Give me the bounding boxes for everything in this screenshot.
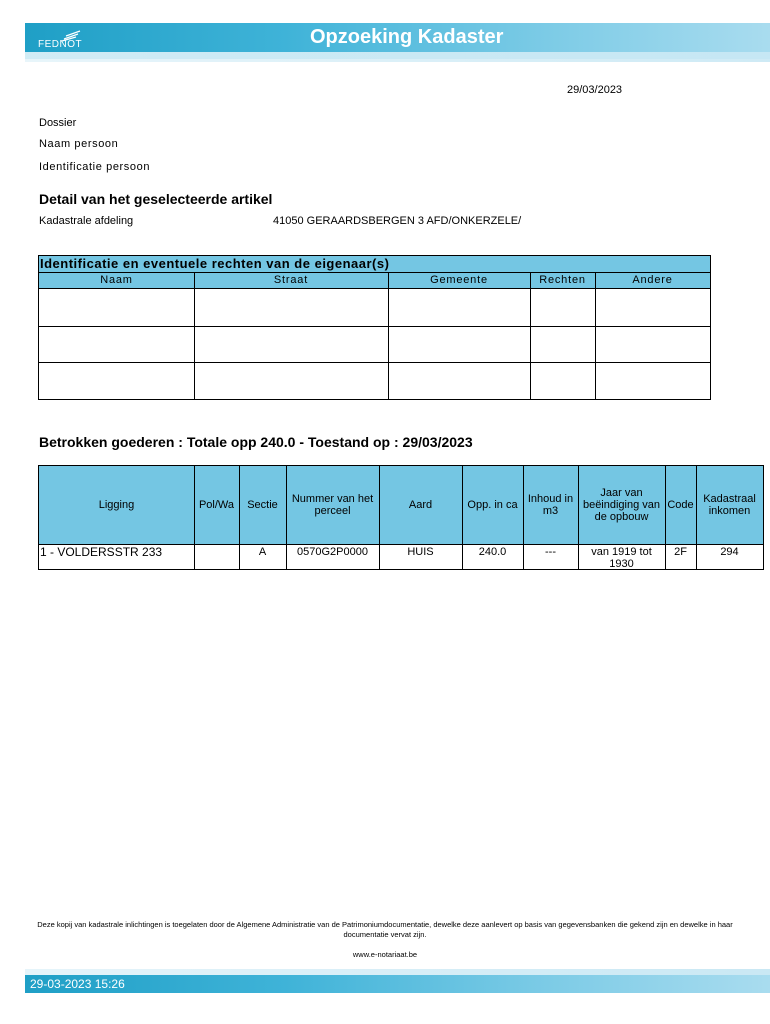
- goods-divider: [578, 465, 579, 570]
- goods-cell-sectie: A: [258, 546, 267, 558]
- owners-divider: [38, 362, 711, 363]
- fednot-logo-text: FEDNOT: [38, 39, 83, 50]
- goods-col-aard: Aard: [408, 499, 433, 511]
- owners-divider: [194, 272, 195, 400]
- goods-divider: [38, 465, 764, 466]
- owners-divider: [38, 326, 711, 327]
- footer-banner: [25, 975, 770, 993]
- footer-disclaimer: Deze kopij van kadastrale inlichtingen is toegelaten door de Algemene Administratie van de Patrimoniumdocumentatie, dewelke deze aanlevert op basis van gegevensbanken die gekend zijn en dewelke in haar documentatie vervat zijn.: [37, 920, 733, 939]
- goods-col-code: Code: [667, 499, 694, 511]
- owners-divider: [530, 272, 531, 400]
- owners-divider: [595, 272, 596, 400]
- goods-divider: [38, 465, 39, 570]
- kadastrale-afdeling-value: 41050 GERAARDSBERGEN 3 AFD/ONKERZELE/: [273, 215, 522, 227]
- goods-divider: [194, 465, 195, 570]
- goods-cell-opp: 240.0: [478, 546, 507, 558]
- owners-divider: [38, 288, 711, 289]
- kadastrale-afdeling-label: Kadastrale afdeling: [39, 215, 134, 227]
- goods-col-sectie: Sectie: [247, 499, 278, 511]
- header-swoosh: [25, 52, 770, 62]
- goods-col-ligging: Ligging: [98, 499, 135, 511]
- owners-col-naam: Naam: [100, 274, 133, 286]
- goods-cell-inhoud: ---: [545, 546, 556, 558]
- goods-col-jaar: Jaar van beëindiging van de opbouw: [582, 487, 661, 523]
- identificatie-persoon-label: Identificatie persoon: [39, 161, 151, 173]
- goods-cell-inkomen: 294: [720, 546, 739, 558]
- goods-divider: [763, 465, 764, 570]
- owners-table-title: Identificatie en eventuele rechten van de eigenaar(s): [39, 256, 710, 272]
- detail-section-title: Detail van het geselecteerde artikel: [39, 191, 273, 207]
- goods-cell-nummer: 0570G2P0000: [297, 546, 368, 558]
- goods-cell-ligging: 1 - VOLDERSSTR 233: [40, 545, 163, 559]
- owners-col-straat: Straat: [273, 274, 309, 286]
- goods-col-inkomen: Kadastraal inkomen: [703, 493, 756, 517]
- goods-cell-code: 2F: [674, 546, 687, 558]
- owners-col-gemeente: Gemeente: [430, 274, 488, 286]
- owners-col-andere: Andere: [632, 274, 673, 286]
- owners-divider: [38, 272, 711, 273]
- owners-col-rechten: Rechten: [539, 274, 586, 286]
- goods-col-nummer: Nummer van het perceel: [291, 493, 374, 517]
- footer-timestamp: 29-03-2023 15:26: [30, 977, 125, 991]
- goods-cell-aard: HUIS: [407, 546, 434, 558]
- goods-cell-jaar: van 1919 tot 1930: [591, 546, 652, 570]
- owners-table: [38, 255, 711, 400]
- goederen-section-title: Betrokken goederen : Totale opp 240.0 - Toestand op : 29/03/2023: [39, 434, 473, 450]
- goods-col-inhoud: Inhoud in m3: [527, 493, 574, 517]
- naam-persoon-label: Naam persoon: [39, 138, 119, 150]
- goods-col-polwa: Pol/Wa: [198, 499, 235, 511]
- document-date: 29/03/2023: [567, 84, 623, 96]
- page-title: Opzoeking Kadaster: [310, 26, 504, 48]
- goods-col-opp: Opp. in ca: [467, 499, 518, 511]
- footer-url: www.e-notariaat.be: [352, 950, 418, 959]
- dossier-label: Dossier: [39, 117, 77, 129]
- owners-divider: [388, 272, 389, 400]
